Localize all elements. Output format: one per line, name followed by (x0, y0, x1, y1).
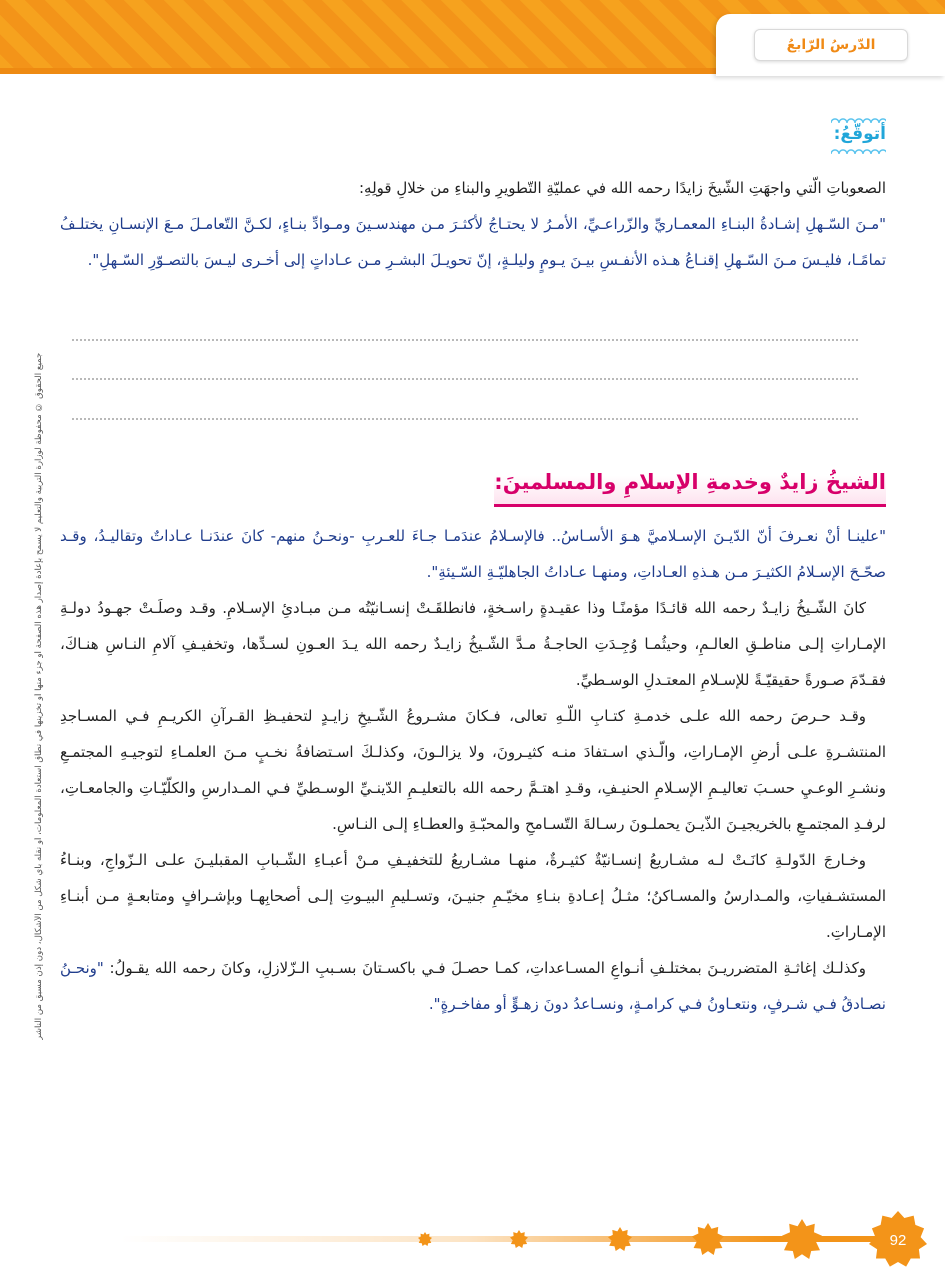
footer-star-icon (608, 1227, 632, 1251)
page-number: 92 (889, 1231, 907, 1249)
footer-bar (120, 1236, 890, 1242)
expect-wave-bottom (831, 146, 886, 154)
expect-quote: "مـنَ السّـهلِ إشـادةُ البنـاءِ المعمـاريِّ والزّراعـيِّ، الأمـرُ لا يحتـاجُ لأكثـرَ مـن مهندسـينَ ومـوادِّ بنـاءٍ، لكـنَّ التّعامـلَ مـعَ الإنسـانِ يختلـفُ تمامًـا، فليـسَ مـنَ السّـهلِ إقنـاعُ هـذه الأنفـسِ بيـنَ يـومٍ وليلـةٍ، إنّ تحويـلَ البشـرِ مـن عـاداتٍ إلى أخـرى ليـسَ بالتصـوّرِ السّـهلِ". (60, 215, 886, 269)
lesson-label: الدّرسُ الرّابعُ (754, 29, 908, 61)
paragraph-4-quote: "ونحـنُ نصـادقُ فـي شـرفٍ، ونتعـاونُ فـي كرامـةٍ، ونسـاعدُ دونَ زهـوٍّ أو مفاخـرةٍ". (60, 959, 886, 1013)
expect-block (60, 170, 886, 278)
copyright-note: جميع الحقوق © محفوظة لوزارة التربية والتعليم لا يسمح بإعادة إصدار هذه الصفحة أو جزء منها أو تخزينها في نطاق استعادة المعلومات، أو نقله بأي شكل من الأشكال، دون إذن مسبق من الناشر (34, 352, 44, 1040)
footer-star-icon (510, 1230, 528, 1248)
paragraph-1: كانَ الشّـيخُ زايـدٌ رحمه الله قائـدًا مؤمنًـا وذا عقيـدةٍ راسـخةٍ، فانطلقَـتْ إنسـانيّتُه مـن مبـادئِ الإسـلامِ. وقـد وصلَـتْ جهـودُ دولـةِ الإمـاراتِ إلـى مناطـقِ العالـمِ، وحيثُمـا وُجِـدَتِ الحاجـةُ مـدَّ الشّـيخُ زايـدٌ رحمه الله يـدَ العـونِ لسـدِّها، وتخفيـفِ آلامِ النـاسِ هنـاكَ، فقـدّمَ صـورةً حقيقيّـةً للإسـلامِ المعتـدلِ الوسـطيِّ. (60, 599, 886, 689)
footer-star-icon (418, 1232, 432, 1246)
answer-line-3[interactable] (72, 418, 858, 420)
expect-wave-top (831, 115, 886, 123)
footer-star-icon (692, 1223, 724, 1255)
expect-prompt: الصعوباتِ الّتي واجهَتِ الشّيخَ زايدًا رحمه الله في عمليّةِ التّطويرِ والبناءِ من خلالِ قولِهِ: (358, 179, 886, 197)
section-body (60, 518, 886, 1022)
paragraph-4-text: وكذلـك إغاثـةِ المتضرريـنَ بمختلـفِ أنـواعِ المسـاعداتِ، كمـا حصـلَ فـي باكسـتانَ بسـببِ الـزّلازلِ، وكانَ رحمه الله يقـولُ: (103, 959, 866, 977)
paragraph-3: وخـارجَ الدّولـةِ كانَـتْ لـه مشـاريعُ إنسـانيّةٌ كثيـرةٌ، منهـا مشـاريعُ للتخفيـفِ مـنْ أعبـاءِ الشّـبابِ المقبليـنَ علـى الـزّواجِ، وبنـاءُ المستشـفياتِ، والمـدارسُ والمسـاكنُ؛ مثـلُ إعـادةِ بنـاءِ مخيّـمِ جنيـنَ، وتسـليمِ البيـوتِ إلـى أصحابِهـا وبإشـرافٍ ومتابعـةٍ مـن أبنـاءِ الإمـاراتِ. (60, 851, 886, 941)
answer-line-1[interactable] (72, 339, 858, 341)
section-heading: الشيخُ زايدٌ وخدمةِ الإسلامِ والمسلمينَ: (494, 460, 886, 507)
section-quote: "علينـا أنْ نعـرفَ أنّ الدّيـنَ الإسـلاميَّ هـوَ الأسـاسُ.. فالإسـلامُ عندَمـا جـاءَ للعـربِ -ونحـنُ منهم- كانَ عندَنـا عـاداتٌ وتقاليـدُ، وقـد صحّـحَ الإسـلامُ الكثيـرَ مـن هـذهِ العـاداتِ، ومنهـا عـاداتُ الجاهليّـةِ السّـيئةِ". (60, 527, 886, 581)
paragraph-4 (60, 950, 886, 1022)
expect-title: أتوقّعُ: (833, 124, 886, 144)
answer-line-2[interactable] (72, 378, 858, 380)
paragraph-2: وقـد حـرصَ رحمه الله علـى خدمـةِ كتـابِ اللّـهِ تعالى، فـكانَ مشـروعُ الشّـيخِ زايـدٍ لتحفيـظِ القـرآنِ الكريـمِ فـي المسـاجدِ المنتشـرةِ علـى أرضِ الإمـاراتِ، والّـذي اسـتفادَ منـه كثيـرونَ، ولا يزالـونَ، وكذلـكَ اسـتضافةُ نخـبٍ مـنَ العلمـاءِ لتوجيـهِ المجتمـعِ ونشـرِ الوعـيِ حسـبَ تعاليـمِ الإسـلامِ الحنيـفِ، وقـدِ اهتـمَّ رحمه الله بالتعليـمِ الدّينـيِّ الوسـطيِّ فـي المـدارسِ والكلّيّـاتِ والجامعـاتِ، لرفـدِ المجتمـعِ بالخريجيـنَ الذّيـنَ يحملـونَ رسـالةَ التّسـامحِ والمحبّـةِ والعطـاءِ إلـى النـاسِ. (60, 707, 886, 833)
footer-star-icon (782, 1219, 822, 1259)
